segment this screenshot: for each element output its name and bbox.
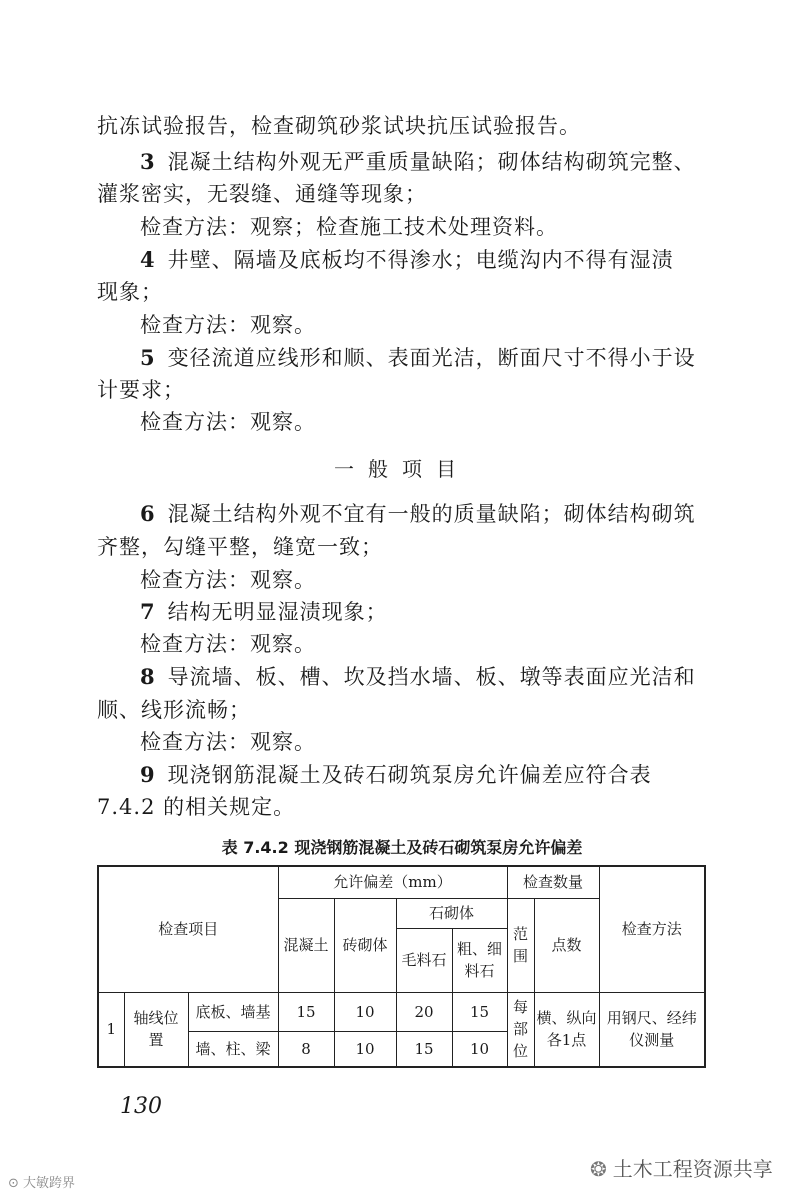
watermark-left-text: 大敏跨界 <box>23 1176 76 1191</box>
clause-number: 8 <box>140 664 156 689</box>
header-dressed: 粗、细料石 <box>452 928 507 992</box>
check-method: 检查方法：观察。 <box>140 313 316 337</box>
cell-value: 10 <box>334 992 396 1031</box>
clause-text: 井壁、隔墙及底板均不得渗水；电缆沟内不得有湿渍 <box>167 248 674 272</box>
clause-9 <box>140 761 652 789</box>
clause-3 <box>140 148 696 176</box>
clause-6 <box>140 500 696 528</box>
header-check-item: 检查项目 <box>98 866 278 992</box>
clause-text: 混凝土结构外观无严重质量缺陷；砌体结构砌筑完整、 <box>167 150 696 174</box>
check-method: 检查方法：观察。 <box>140 568 316 592</box>
cell-value: 8 <box>278 1031 334 1067</box>
check-method: 检查方法：观察。 <box>140 730 316 754</box>
page-number: 130 <box>120 1094 162 1119</box>
clause-text: 导流墙、板、槽、坎及挡水墙、板、墩等表面应光洁和 <box>167 665 696 689</box>
header-method: 检查方法 <box>599 866 705 992</box>
clause-4 <box>140 246 674 274</box>
row-method: 用钢尺、经纬仪测量 <box>599 992 705 1067</box>
check-method: 检查方法：观察。 <box>140 410 316 434</box>
header-tolerance: 允许偏差（mm） <box>278 866 507 898</box>
clause-number: 5 <box>140 345 156 370</box>
check-method: 检查方法：观察；检查施工技术处理资料。 <box>140 215 558 239</box>
clause-text: 结构无明显湿渍现象； <box>167 600 388 624</box>
header-brick: 砖砌体 <box>334 898 396 992</box>
row-sub-item: 底板、墙基 <box>188 992 278 1031</box>
watermark-right <box>590 1153 773 1182</box>
text-line: 计要求； <box>97 378 185 402</box>
cell-value: 10 <box>334 1031 396 1067</box>
clause-number: 3 <box>140 149 156 174</box>
cell-value: 10 <box>452 1031 507 1067</box>
cell-value: 15 <box>278 992 334 1031</box>
weibo-icon: ⊙ <box>8 1176 24 1191</box>
cell-value: 15 <box>396 1031 452 1067</box>
deviation-table <box>97 865 706 1068</box>
clause-8 <box>140 663 696 691</box>
text-line: 齐整，勾缝平整，缝宽一致； <box>97 535 383 559</box>
clause-number: 7 <box>140 599 156 624</box>
header-quantity: 检查数量 <box>507 866 599 898</box>
row-number: 1 <box>98 992 124 1067</box>
text-line: 7.4.2 的相关规定。 <box>97 795 296 819</box>
clause-7 <box>140 598 388 626</box>
clause-text: 变径流道应线形和顺、表面光洁，断面尺寸不得小于设 <box>167 346 696 370</box>
watermark-left <box>8 1172 75 1191</box>
row-sub-item: 墙、柱、梁 <box>188 1031 278 1067</box>
wechat-icon: ❂ <box>590 1157 607 1181</box>
header-rubble: 毛料石 <box>396 928 452 992</box>
text-line: 灌浆密实，无裂缝、通缝等现象； <box>97 182 427 206</box>
clause-text: 现浇钢筋混凝土及砖石砌筑泵房允许偏差应符合表 <box>167 763 652 787</box>
header-range: 范围 <box>507 898 534 992</box>
table-caption: 表 7.4.2 现浇钢筋混凝土及砖石砌筑泵房允许偏差 <box>221 838 583 857</box>
header-stone: 石砌体 <box>396 898 507 928</box>
header-points: 点数 <box>534 898 599 992</box>
check-method: 检查方法：观察。 <box>140 632 316 656</box>
row-points: 横、纵向各1点 <box>534 992 599 1067</box>
section-heading: 一般项目 <box>334 457 470 481</box>
clause-number: 6 <box>140 501 156 526</box>
header-concrete: 混凝土 <box>278 898 334 992</box>
cell-value: 15 <box>452 992 507 1031</box>
watermark-right-text: 土木工程资源共享 <box>612 1157 773 1181</box>
row-item: 轴线位置 <box>124 992 188 1067</box>
row-range: 每部位 <box>507 992 534 1067</box>
clause-5 <box>140 344 696 372</box>
text-line: 抗冻试验报告，检查砌筑砂浆试块抗压试验报告。 <box>97 114 581 138</box>
clause-text: 混凝土结构外观不宜有一般的质量缺陷；砌体结构砌筑 <box>167 502 696 526</box>
clause-number: 4 <box>140 247 156 272</box>
cell-value: 20 <box>396 992 452 1031</box>
text-line: 顺、线形流畅； <box>97 698 251 722</box>
clause-number: 9 <box>140 762 156 787</box>
text-line: 现象； <box>97 280 163 304</box>
